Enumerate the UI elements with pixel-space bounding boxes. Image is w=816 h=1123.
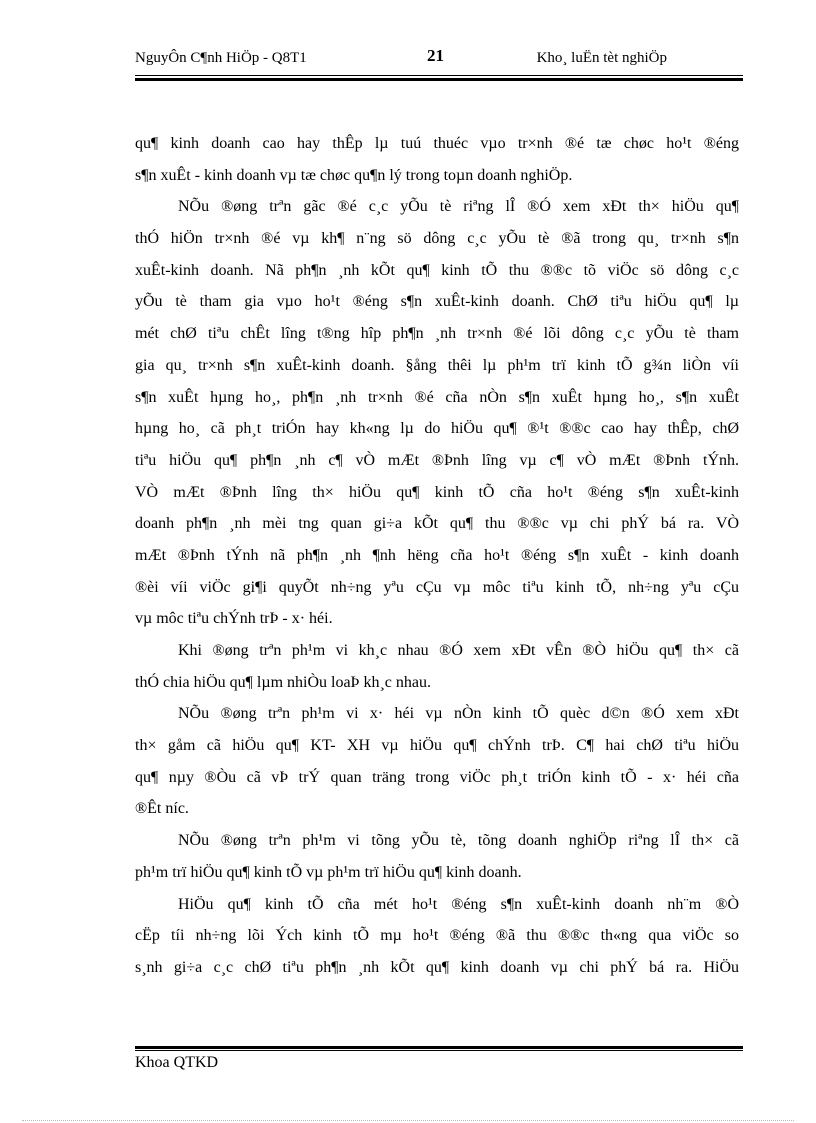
header-doc-type: Kho¸ luËn tèt nghiÖp	[536, 50, 667, 66]
text-line: ph¹m trï hiÖu qu¶ kinh tÕ vµ ph¹m trï hiÖu qu¶ kinh doanh.	[135, 863, 522, 881]
text-line: vµ môc tiªu chÝnh trÞ - x· héi.	[135, 610, 333, 628]
text-line: qu¶ nµy ®Òu cã vÞ trÝ quan träng trong viÖc ph¸t triÓn kinh tÕ - x· héi cña	[135, 768, 739, 786]
text-line: hµng ho¸ cã ph¸t triÓn hay kh«ng lµ do hiÖu qu¶ ®¹t ®®c cao hay thÊp, chØ	[135, 420, 739, 438]
footer-faculty: Khoa QTKD	[135, 1054, 219, 1071]
footer-rule-thin	[135, 1050, 743, 1051]
text-line: HiÖu qu¶ kinh tÕ cña mét ho¹t ®éng s¶n xuÊt-kinh doanh nh¨m ®Ò	[178, 895, 739, 913]
text-line: NÕu ®øng trªn ph¹m vi tõng yÕu tè, tõng doanh nghiÖp riªng lÎ th× cã	[178, 832, 739, 850]
text-line: mét chØ tiªu chÊt lîng t®ng hîp ph¶n ¸nh tr×nh ®é lõi dông c¸c yÕu tè tham	[135, 325, 739, 343]
text-line: ®èi víi viÖc gi¶i quyÕt nh÷ng yªu cÇu vµ môc tiªu kinh tÕ, nh÷ng yªu cÇu	[135, 578, 739, 596]
text-line: doanh ph¶n ¸nh mèi tng quan gi÷a kÕt qu¶ thu ®®c vµ chi phÝ bá ra. VÒ	[135, 515, 739, 533]
footer-rule-thick	[135, 1046, 743, 1049]
text-line: gia qu¸ tr×nh s¶n xuÊt-kinh doanh. §ång thêi lµ ph¹m trï kinh tÕ g¾n liÒn víi	[135, 356, 739, 374]
text-line: s¶n xuÊt - kinh doanh vµ tæ chøc qu¶n lý trong toµn doanh nghiÖp.	[135, 166, 573, 184]
page-header	[135, 46, 743, 72]
text-line: cËp tíi nh÷ng lõi Ých kinh tÕ mµ ho¹t ®éng ®ã thu ®®c th«ng qua viÖc so	[135, 927, 739, 945]
page-number: 21	[427, 46, 444, 65]
text-line: NÕu ®øng trªn ph¹m vi x· héi vµ nÒn kinh tÕ quèc d©n ®Ó xem xÐt	[178, 705, 739, 723]
text-line: thÓ chia hiÖu qu¶ lµm nhiÒu loaÞ kh¸c nhau.	[135, 673, 431, 691]
text-line: ®Êt níc.	[135, 800, 189, 818]
text-line: thÓ hiÖn tr×nh ®é vµ kh¶ n¨ng sö dông c¸c yÕu tè ®ã trong qu¸ tr×nh s¶n	[135, 230, 739, 248]
header-rule-thick	[135, 78, 743, 81]
text-line: tiªu hiÖu qu¶ ph¶n ¸nh c¶ vÒ mÆt ®Þnh lîng vµ c¶ vÒ mÆt ®Þnh tÝnh.	[135, 451, 739, 469]
body-text	[135, 128, 739, 984]
text-line: xuÊt-kinh doanh. Nã ph¶n ¸nh kÕt qu¶ kinh tÕ thu ®®c tõ viÖc sö dông c¸c	[135, 261, 739, 279]
text-line: qu¶ kinh doanh cao hay thÊp lµ tuú thuéc vµo tr×nh ®é tæ chøc ho¹t ®éng	[135, 135, 739, 152]
text-line: th× gåm cã hiÖu qu¶ KT- XH vµ hiÖu qu¶ chÝnh trÞ. C¶ hai chØ tiªu hiÖu	[135, 737, 739, 755]
text-line: yÕu tè tham gia vµo ho¹t ®éng s¶n xuÊt-kinh doanh. ChØ tiªu hiÖu qu¶ lµ	[135, 293, 739, 311]
header-author: NguyÔn C¶nh HiÖp - Q8T1	[135, 50, 307, 66]
text-line: NÕu ®øng trªn gãc ®é c¸c yÕu tè riªng lÎ ®Ó xem xÐt th× hiÖu qu¶	[178, 198, 739, 216]
header-rule-thin	[135, 75, 743, 76]
text-line: s¶n xuÊt hµng ho¸, ph¶n ¸nh tr×nh ®é cña nÒn s¶n xuÊt hµng ho¸, s¶n xuÊt	[135, 388, 739, 406]
text-line: mÆt ®Þnh tÝnh nã ph¶n ¸nh ¶nh hëng cña ho¹t ®éng s¶n xuÊt - kinh doanh	[135, 546, 739, 564]
page-edge-guide	[22, 1120, 794, 1121]
text-line: s¸nh gi÷a c¸c chØ tiªu ph¶n ¸nh kÕt qu¶ kinh doanh vµ chi phÝ bá ra. HiÖu	[135, 958, 739, 976]
text-line: VÒ mÆt ®Þnh lîng th× hiÖu qu¶ kinh tÕ cña ho¹t ®éng s¶n xuÊt-kinh	[135, 483, 739, 501]
text-line: Khi ®øng trªn ph¹m vi kh¸c nhau ®Ó xem xÐt vÊn ®Ò hiÖu qu¶ th× cã	[178, 642, 739, 659]
